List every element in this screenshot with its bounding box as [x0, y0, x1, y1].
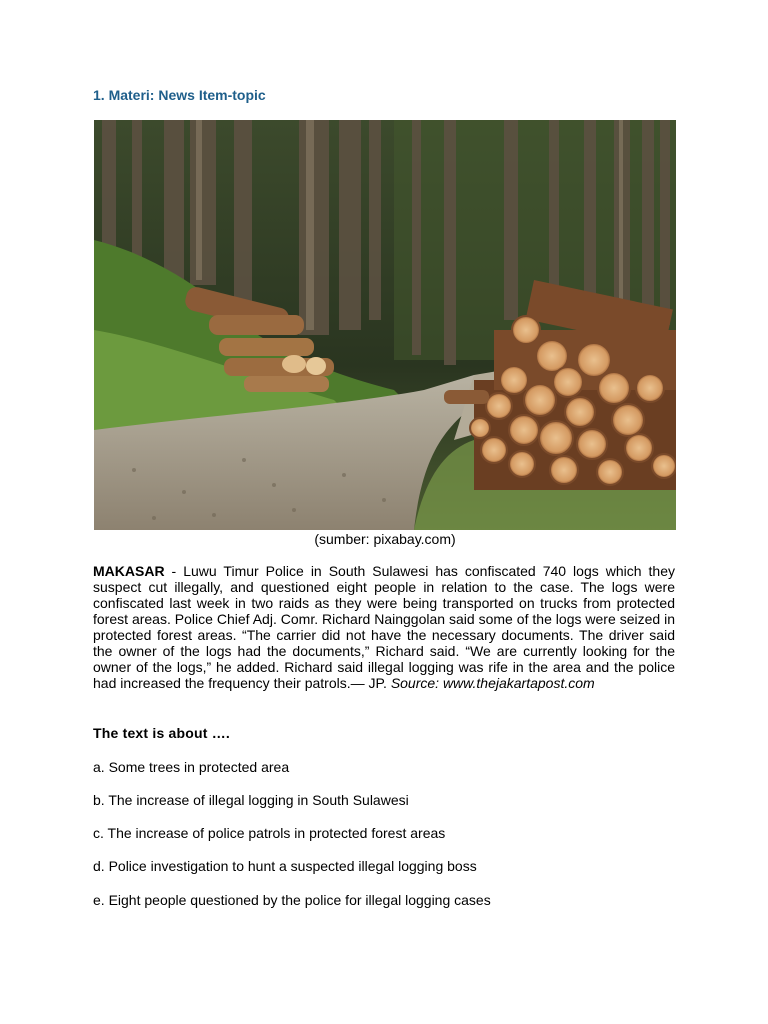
page-heading: 1. Materi: News Item-topic — [93, 87, 266, 103]
option-c[interactable]: c. The increase of police patrols in protected forest areas — [93, 825, 446, 841]
question-prompt: The text is about …. — [93, 725, 231, 741]
option-b[interactable]: b. The increase of illegal logging in South Sulawesi — [93, 792, 409, 808]
article-body: - Luwu Timur Police in South Sulawesi has confiscated 740 logs which they suspect cut illegally, and questioned eight people in relation to the case. The logs were confiscated last week in two raids as they were being transported on trucks from protected forest areas. Police Chief Adj. Comr. Richard Nainggolan said some of the logs were seized in protected forest areas. “The carrier did not have the necessary documents. The driver said the owner of the logs had the documents,” Richard said. “We are currently looking for the owner of the logs,” he added. Richard said illegal logging was rife in the area and the police had increased the frequency their patrols.— JP. — [93, 563, 675, 691]
image-caption: (sumber: pixabay.com) — [314, 531, 456, 547]
news-article — [93, 563, 675, 691]
article-dateline: MAKASAR — [93, 563, 165, 579]
forest-logs-photo — [94, 120, 676, 530]
option-e[interactable]: e. Eight people questioned by the police for illegal logging cases — [93, 892, 491, 908]
option-d[interactable]: d. Police investigation to hunt a suspected illegal logging boss — [93, 858, 477, 874]
option-a[interactable]: a. Some trees in protected area — [93, 759, 290, 775]
article-source: Source: www.thejakartapost.com — [390, 675, 595, 691]
